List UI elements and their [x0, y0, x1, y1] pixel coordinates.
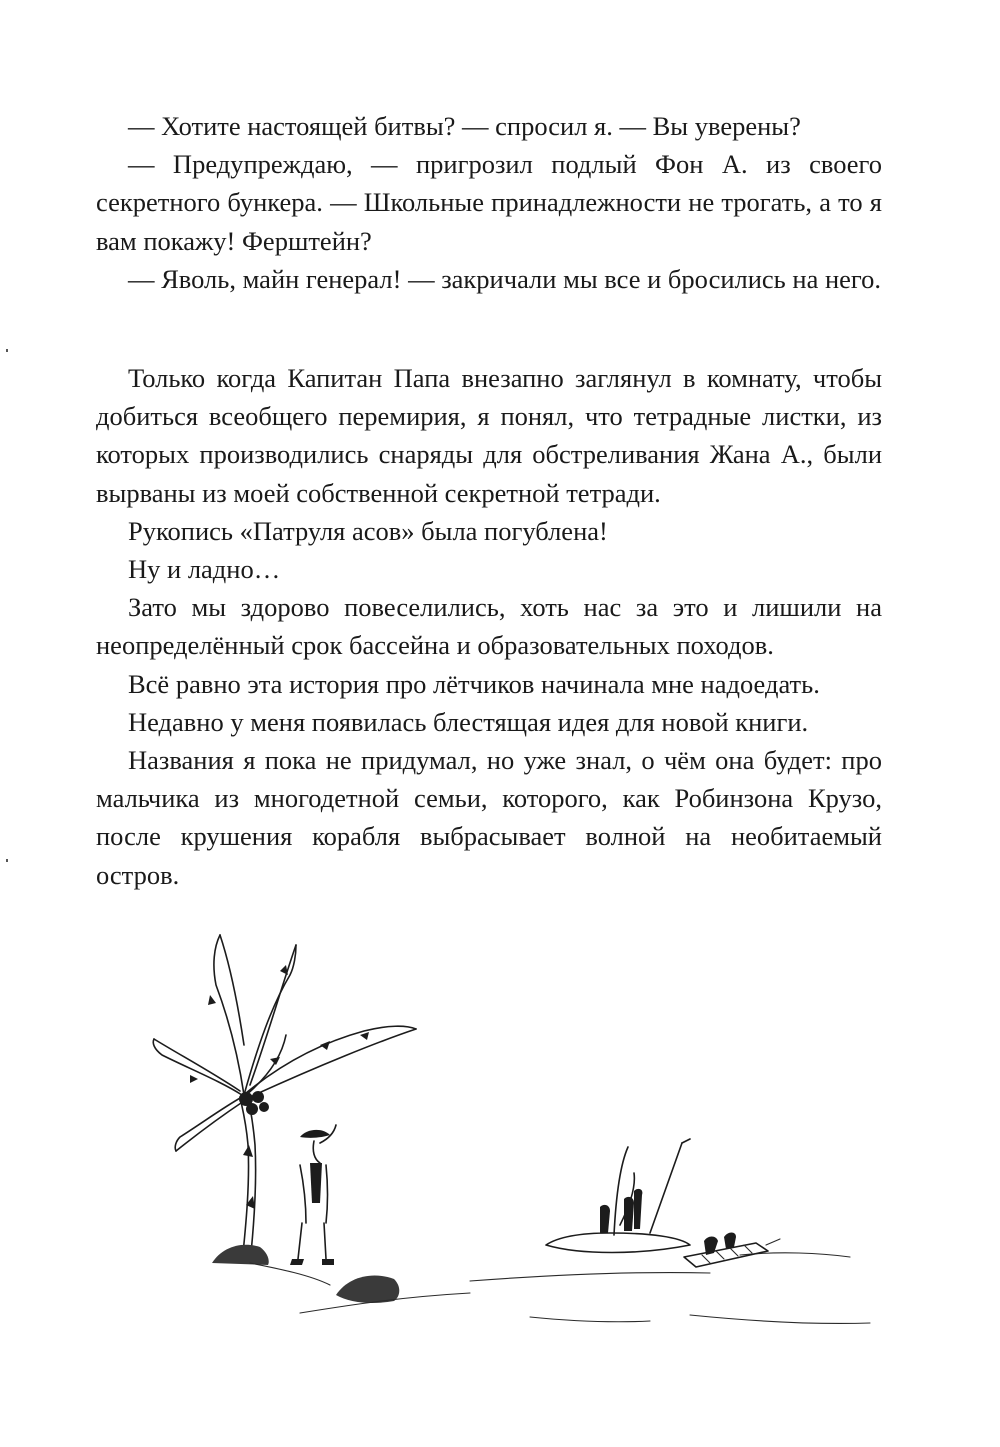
rock [212, 1245, 269, 1265]
rock [336, 1276, 399, 1303]
scan-speck [6, 859, 8, 862]
boy-figure [290, 1125, 336, 1265]
dialogue-line: — Яволь, майн генерал! — закричали мы все и бросились на него. [128, 263, 881, 294]
paragraph: Недавно у меня появилась блестящая идея для новой книги. [128, 706, 809, 737]
paragraph: Рукопись «Патруля асов» была погублена! [128, 515, 608, 546]
narration-section [96, 359, 882, 894]
dialogue-section [96, 107, 882, 298]
raft [684, 1233, 780, 1268]
paragraph: Ну и ладно… [128, 554, 281, 585]
scan-speck [6, 349, 8, 352]
dialogue-line: — Предупреждаю, — пригрозил подлый Фон А. из своего секретного бункера. — Школьные принадлежности не трогать, а то я вам покажу! Ферштейн? [96, 149, 882, 256]
boat [546, 1139, 690, 1253]
dialogue-line: — Хотите настоящей битвы? — спросил я. — Вы уверены? [128, 111, 801, 141]
island-illustration [150, 925, 910, 1345]
paragraph: Зато мы здорово повеселились, хоть нас за это и лишили на неопределённый срок бассейна и образовательных походов. [96, 592, 882, 661]
paragraph: Названия я пока не придумал, но уже знал, о чём она будет: про мальчика из многодетной семьи, которого, как Робинзона Крузо, после крушения корабля выбрасывает волной на необитаемый остров. [96, 745, 882, 890]
palm-tree [153, 935, 416, 1263]
paragraph: Всё равно эта история про лётчиков начинала мне надоедать. [128, 668, 820, 699]
paragraph: Только когда Капитан Папа внезапно заглянул в комнату, чтобы добиться всеобщего перемирия, я понял, что тетрадные листки, из которых производились снаряды для обстреливания Жана А., были вырваны из моей собственной секретной тетради. [96, 363, 882, 508]
